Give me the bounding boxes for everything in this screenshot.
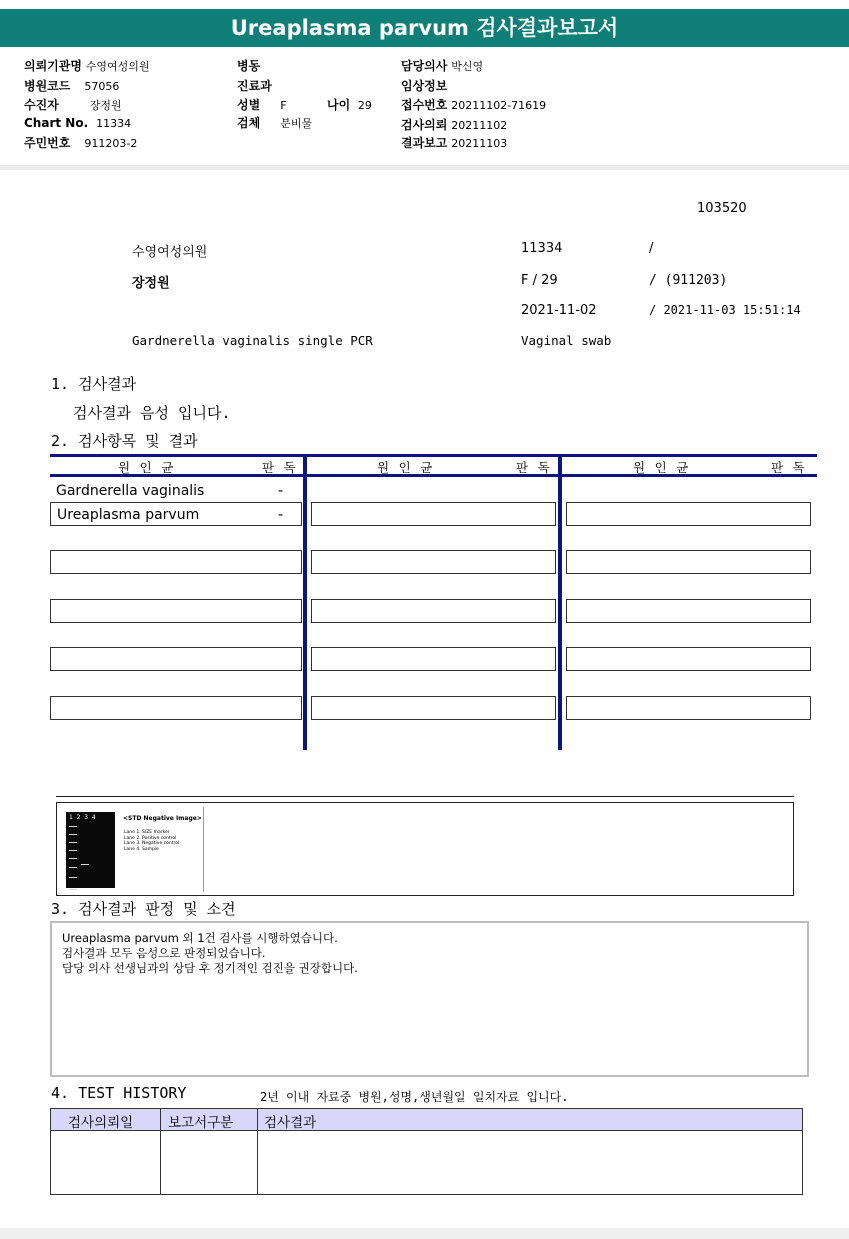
- history-col-result: 검사결과: [264, 1115, 317, 1131]
- chart-no-field: [24, 116, 131, 130]
- age-value: 29: [357, 99, 372, 112]
- result-row-1-value: -: [278, 483, 284, 499]
- examinee-value: 장정원: [89, 99, 122, 112]
- result-cell-r6-c1: [50, 696, 302, 720]
- result-cell-r5-c2: [311, 647, 556, 671]
- history-col-request-date: 검사의뢰일: [68, 1115, 134, 1131]
- registration-number: 103520: [697, 201, 747, 216]
- grid-divider-2: [558, 454, 562, 750]
- age-field: [327, 96, 372, 113]
- ward-label: 병동: [237, 59, 261, 73]
- gel-top-rule: [56, 796, 794, 797]
- col-pathogen-2: 원 인 균: [377, 460, 434, 475]
- chart-no-value: 11334: [96, 117, 132, 130]
- section-1-heading: 1. 검사결과: [51, 375, 137, 393]
- finding-line-3: 담당 의사 선생님과의 상담 후 정기적인 검진을 권장합니다.: [62, 961, 358, 975]
- col-pathogen-3: 원 인 균: [633, 460, 690, 475]
- footer-strip: [0, 1228, 849, 1239]
- col-judge-2: 판 독: [516, 460, 551, 475]
- ward-field: [237, 57, 260, 74]
- specimen-type: Vaginal swab: [521, 333, 612, 348]
- doctor-value: 박신영: [451, 60, 484, 73]
- doctor-field: [401, 57, 483, 74]
- col-judge-3: 판 독: [771, 460, 806, 475]
- age-label: 나이: [327, 98, 351, 112]
- chart-no-label: Chart No.: [24, 116, 89, 130]
- report-date-label: 결과보고: [401, 136, 448, 150]
- hospital-code-field: [24, 77, 119, 94]
- finding-line-2: 검사결과 모두 음성으로 판정되었습니다.: [62, 946, 266, 960]
- test-name: Gardnerella vaginalis single PCR: [132, 333, 373, 348]
- specimen-value: 분비물: [280, 117, 313, 130]
- gel-image-box: [56, 802, 794, 896]
- gel-legend-3: Lane 3. Negative control: [124, 841, 180, 846]
- resident-no-value: 911203-2: [84, 137, 138, 150]
- report-title: Ureaplasma parvum 검사결과보고서: [0, 9, 849, 47]
- request-value: 20211102: [451, 119, 508, 132]
- section-3-heading: 3. 검사결과 판정 및 소견: [51, 900, 236, 918]
- header-divider: [0, 165, 849, 170]
- request-field: [401, 116, 507, 133]
- patient-request-date: 2021-11-02: [521, 303, 597, 318]
- institution-label: 의뢰기관명: [24, 59, 82, 73]
- result-row-2-name: Ureaplasma parvum: [57, 507, 200, 523]
- result-cell-r2-c3: [566, 502, 811, 526]
- result-cell-r4-c3: [566, 599, 811, 623]
- gel-image: [61, 807, 204, 892]
- report-date-field: [401, 134, 507, 151]
- examinee-field: [24, 96, 122, 113]
- col-pathogen-1: 원 인 균: [118, 460, 175, 475]
- findings-box: [50, 921, 809, 1077]
- report-header: [0, 48, 849, 166]
- gel-legend-4: Lane 4. Sample: [124, 846, 159, 852]
- patient-birth: / (911203): [649, 273, 728, 288]
- col-judge-1: 판 독: [262, 460, 297, 475]
- grid-top-rule: [50, 454, 817, 457]
- dept-field: [237, 77, 272, 94]
- history-col-divider-1: [160, 1109, 161, 1194]
- receipt-field: [401, 96, 546, 113]
- result-cell-r5-c3: [566, 647, 811, 671]
- history-note: 2년 이내 자료중 병원,성명,생년월일 일치자료 입니다.: [260, 1090, 569, 1104]
- patient-name: 장정원: [132, 276, 170, 291]
- result-cell-r6-c2: [311, 696, 556, 720]
- result-cell-r3-c3: [566, 550, 811, 574]
- report-date-value: 20211103: [451, 137, 508, 150]
- patient-chart: 11334: [521, 241, 563, 256]
- patient-clinic: 수영여성의원: [132, 245, 208, 260]
- sex-value: F: [280, 99, 287, 112]
- specimen-field: [237, 114, 312, 131]
- institution-field: [24, 57, 150, 74]
- gel-legend-2: Lane 2. Positive control: [124, 835, 177, 841]
- dept-label: 진료과: [237, 79, 272, 93]
- history-col-divider-2: [257, 1109, 258, 1194]
- gel-title: <STD Negative Image>: [123, 815, 202, 822]
- result-cell-r4-c2: [311, 599, 556, 623]
- sex-field: [237, 96, 287, 113]
- clinical-field: [401, 77, 447, 94]
- hospital-code-label: 병원코드: [24, 79, 71, 93]
- history-table-header: [51, 1109, 802, 1131]
- grid-divider-1: [303, 454, 307, 750]
- result-cell-r6-c3: [566, 696, 811, 720]
- patient-report-date: / 2021-11-03 15:51:14: [649, 303, 801, 317]
- result-cell-r5-c1: [50, 647, 302, 671]
- patient-slash: /: [649, 241, 654, 256]
- hospital-code-value: 57056: [84, 80, 120, 93]
- section-4-heading: 4. TEST HISTORY: [51, 1084, 187, 1102]
- section-2-heading: 2. 검사항목 및 결과: [51, 432, 198, 450]
- gel-lanes-image: [66, 812, 115, 888]
- request-label: 검사의뢰: [401, 118, 448, 132]
- examinee-label: 수진자: [24, 98, 59, 112]
- result-cell-r2-c2: [311, 502, 556, 526]
- history-col-report-type: 보고서구분: [168, 1115, 234, 1131]
- specimen-label: 검체: [237, 116, 261, 130]
- result-cell-r3-c1: [50, 550, 302, 574]
- result-row-1-name: Gardnerella vaginalis: [56, 483, 205, 499]
- gel-legend-1: Lane 1. SIZE marker: [124, 830, 170, 835]
- resident-no-label: 주민번호: [24, 136, 71, 150]
- resident-no-field: [24, 134, 137, 151]
- result-cell-r3-c2: [311, 550, 556, 574]
- result-row-2-value: -: [278, 507, 284, 523]
- clinical-label: 임상정보: [401, 79, 448, 93]
- patient-sex-age: F / 29: [521, 273, 558, 288]
- institution-value: 수영여성의원: [85, 60, 150, 73]
- sex-label: 성별: [237, 98, 261, 112]
- gel-lane-numbers: 1 2 3 4: [69, 814, 96, 821]
- result-cell-r4-c1: [50, 599, 302, 623]
- receipt-value: 20211102-71619: [451, 99, 547, 112]
- section-1-result: 검사결과 음성 입니다.: [73, 404, 231, 422]
- history-table: [50, 1108, 803, 1195]
- receipt-label: 접수번호: [401, 98, 448, 112]
- doctor-label: 담당의사: [401, 59, 448, 73]
- finding-line-1: Ureaplasma parvum 외 1건 검사를 시행하였습니다.: [62, 931, 338, 945]
